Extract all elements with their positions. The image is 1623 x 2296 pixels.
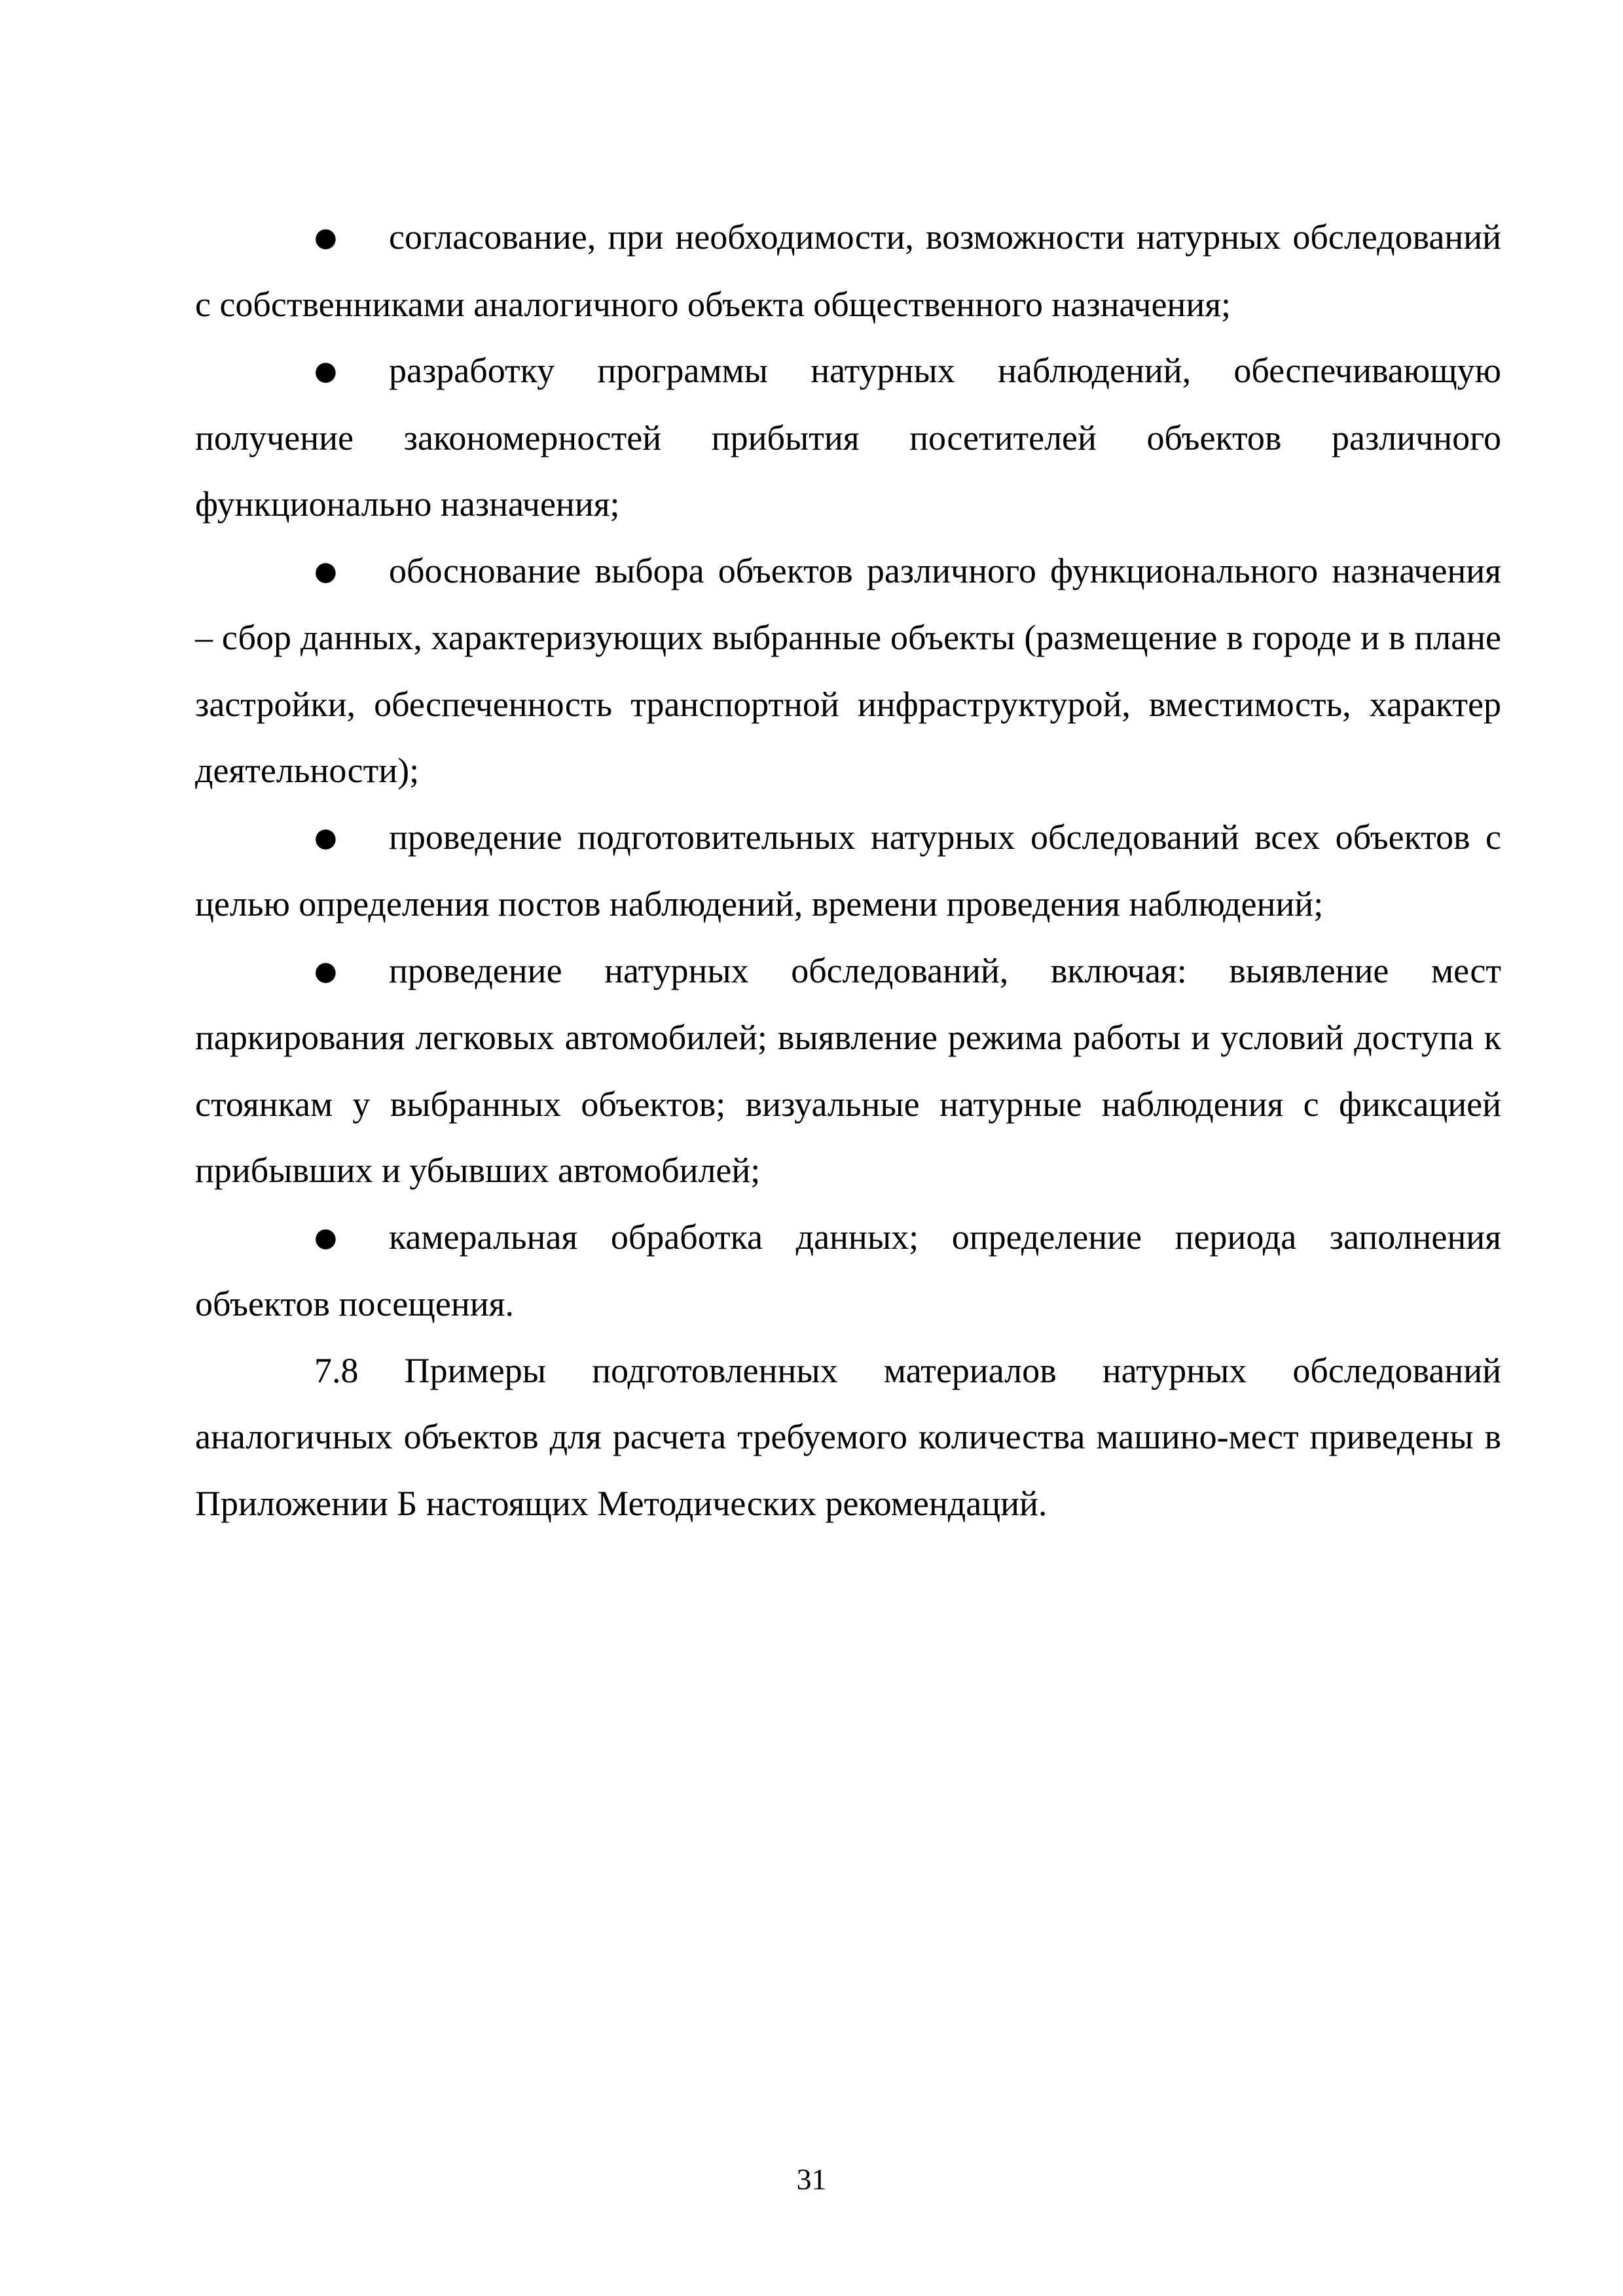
bullet-item-text: проведение подготовительных натурных обследований всех объектов с целью определения постов наблюдений, времени проведения наблюдений; [195,817,1501,924]
bullet-item-text: разработку программы натурных наблюдений, обеспечивающую получение закономерностей прибытия посетителей объектов различного функционально назначения; [195,351,1501,524]
bullet-icon: ● [314,556,337,586]
section-paragraph: 7.8 Примеры подготовленных материалов натурных обследований аналогичных объектов для расчета требуемого количества машино-мест приведены в Приложении Б настоящих Методических рекомендаций. [195,1350,1501,1523]
bullet-item [195,938,1501,1204]
bullet-icon: ● [314,822,337,853]
page-number: 31 [796,2162,827,2196]
bullet-item-text: согласование, при необходимости, возможности натурных обследований с собственниками аналогичного объекта общественного назначения; [195,217,1501,324]
bullet-icon: ● [314,956,337,986]
bullet-item-text: камеральная обработка данных; определение периода заполнения объектов посещения. [195,1217,1501,1323]
bullet-item-text: обоснование выбора объектов различного функционального назначения – сбор данных, характеризующих выбранные объекты (размещение в городе и в плане застройки, обеспеченность транспортной инфраструктурой, вместимость, характер деятельности); [195,550,1501,790]
bullet-icon: ● [314,223,337,253]
bullet-item [195,338,1501,538]
bullet-item [195,804,1501,938]
bullet-icon: ● [314,1222,337,1253]
bullet-icon: ● [314,356,337,386]
bullet-item-text: проведение натурных обследований, включая: выявление мест паркирования легковых автомобилей; выявление режима работы и условий доступа к стоянкам у выбранных объектов; визуальные натурные наблюдения с фиксацией прибывших и убывших автомобилей; [195,950,1501,1190]
bullet-item [195,1204,1501,1338]
document-body [195,204,1501,1537]
bullet-item [195,538,1501,804]
bullet-item [195,204,1501,338]
